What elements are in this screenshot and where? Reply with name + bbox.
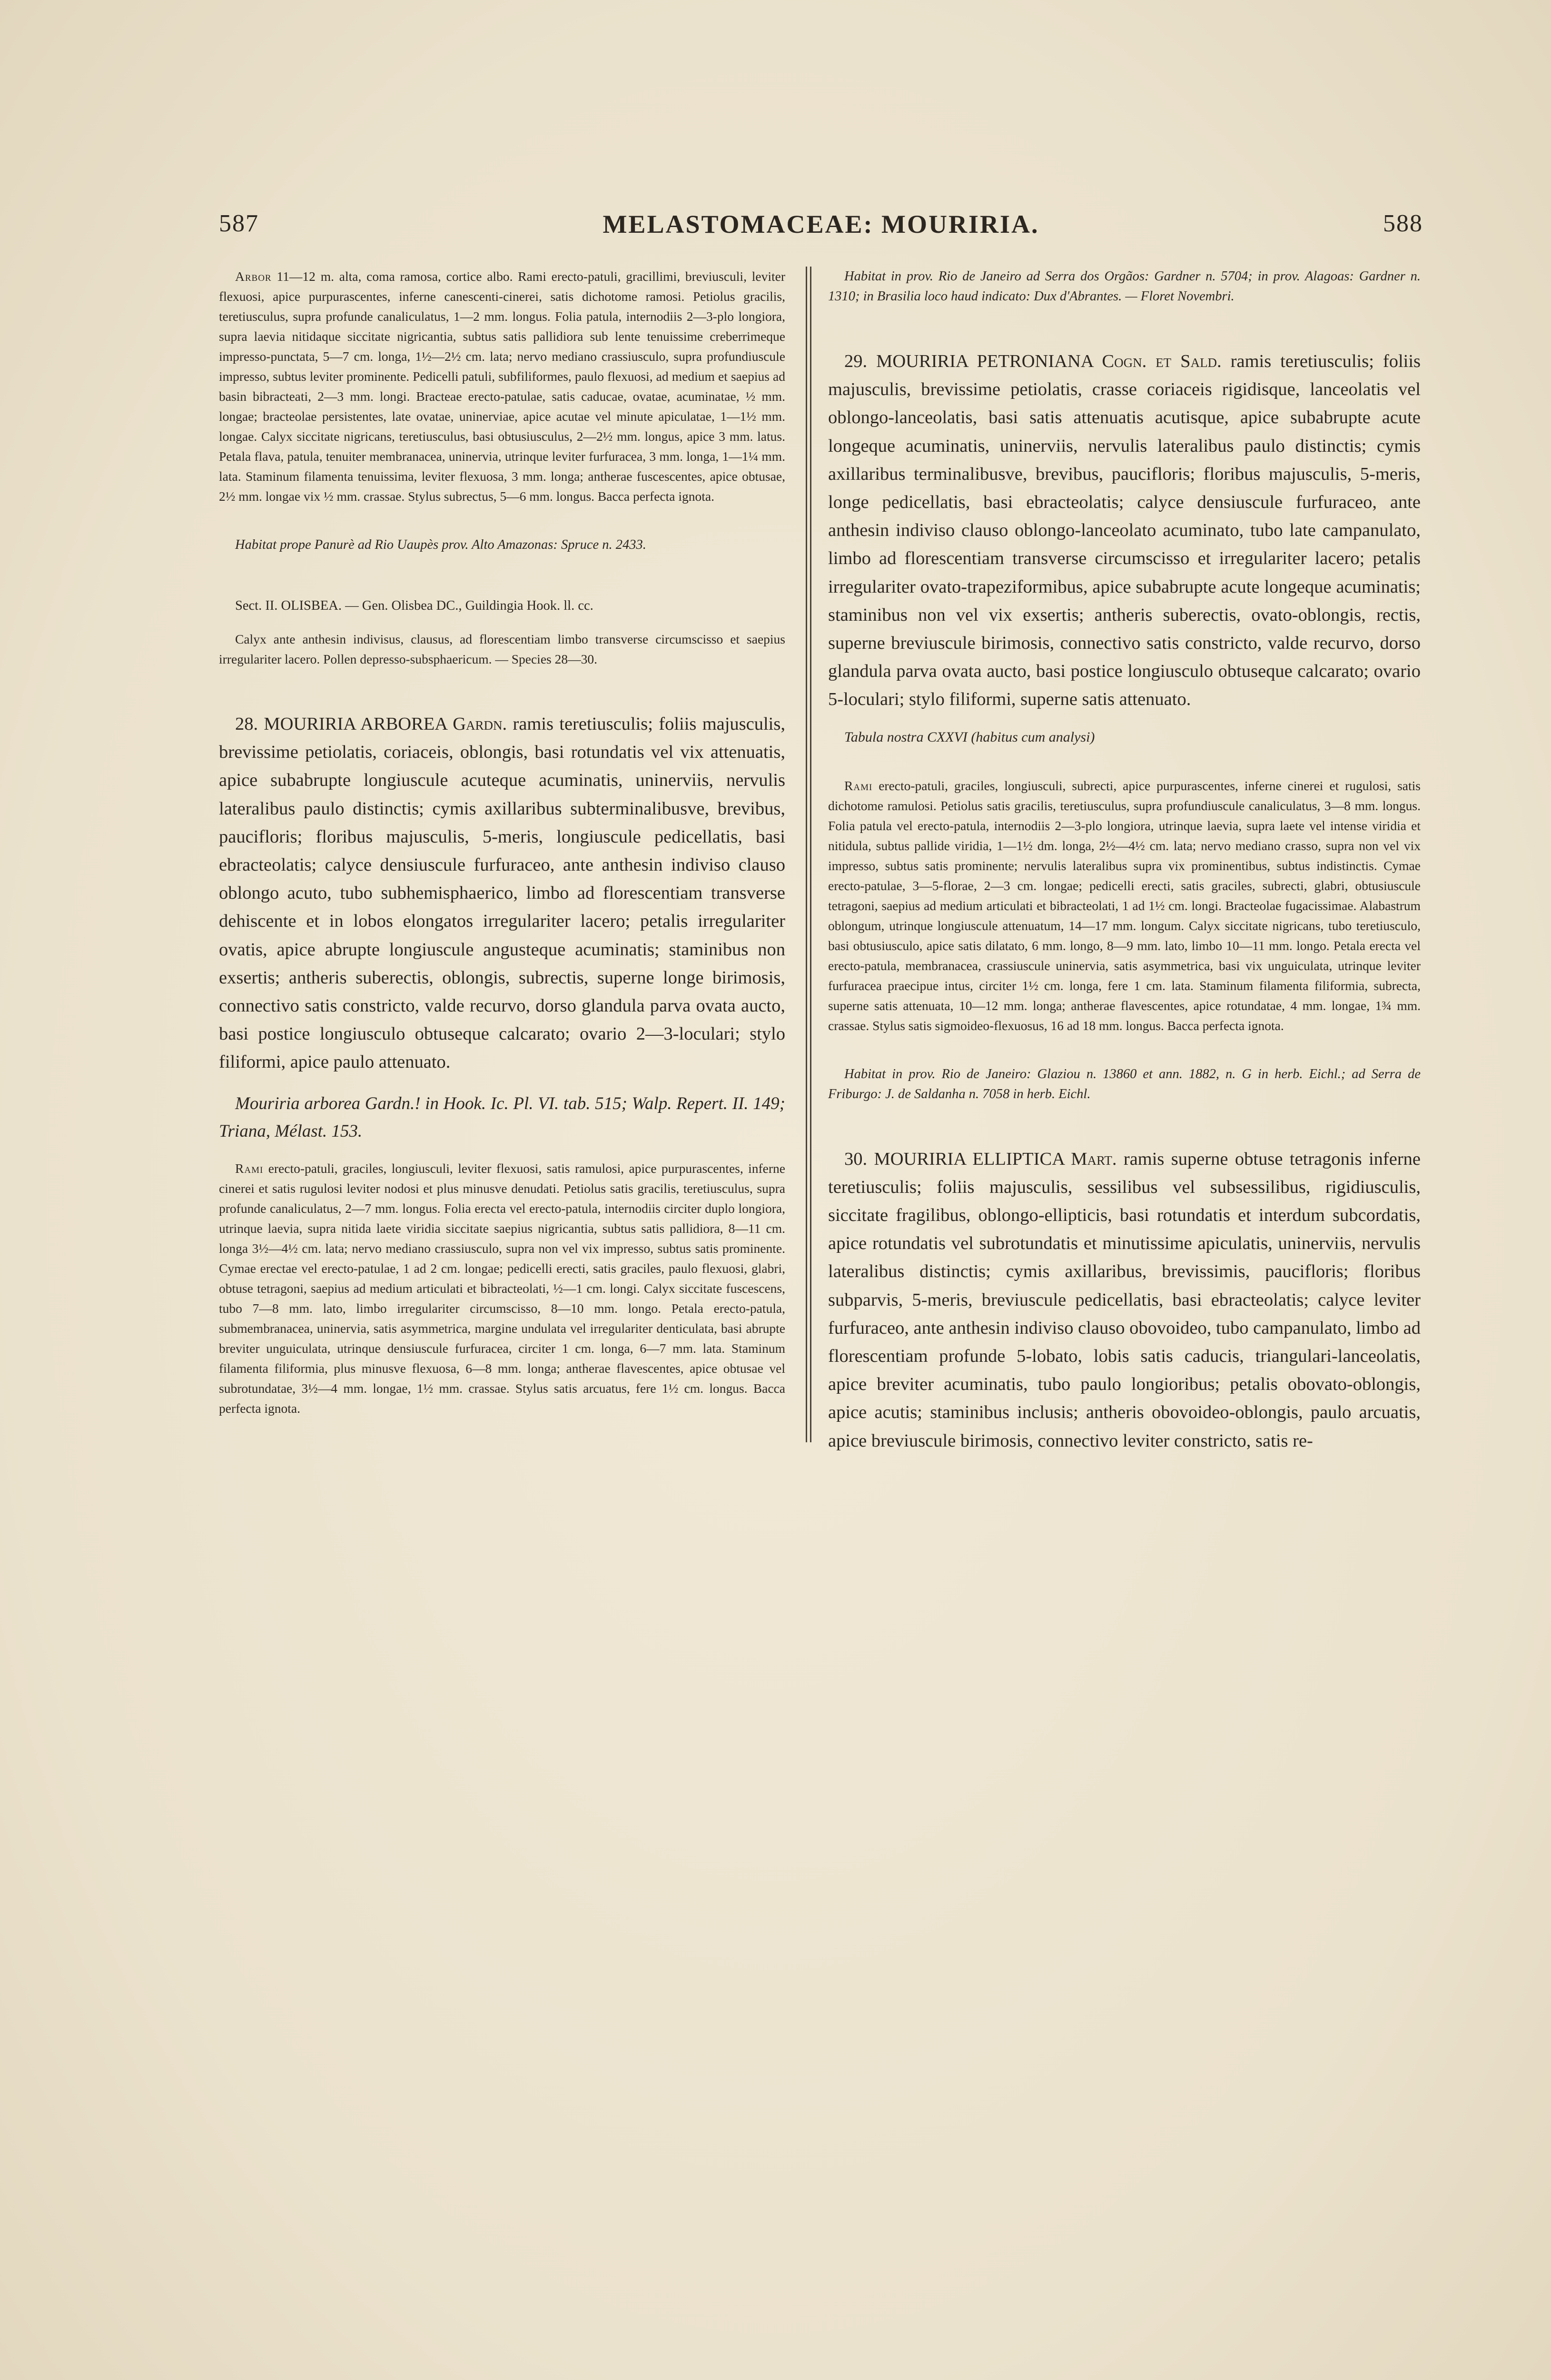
page-number-left: 587 — [219, 210, 259, 237]
species-29-name: 29. MOURIRIA PETRONIANA — [844, 351, 1093, 371]
habitat-27: Habitat prope Panurè ad Rio Uaupès prov. Alto Amazonas: Spruce n. 2433. — [235, 537, 646, 552]
species-29-author: Cogn. et Sald. — [1102, 351, 1222, 371]
species-30-diagnosis — [828, 1145, 1421, 1455]
section-description: Calyx ante anthesin indivisus, clausus, ad florescentiam limbo transverse circumscisso et saepius irregulariter lacero. Pollen depresso-subsphaericum. — Species 28—30. — [219, 632, 785, 666]
right-column — [828, 267, 1421, 1455]
section-title: Sect. II. OLISBEA. — Gen. Olisbea DC., Guildingia Hook. ll. cc. — [235, 598, 593, 613]
species-29-detail-lead: Rami — [844, 778, 873, 793]
page-number-right: 588 — [1383, 210, 1423, 237]
species-28-author: Gardn. — [453, 714, 507, 734]
species-29-text: ramis teretiusculis; foliis majusculis, brevissime petiolatis, crasse coriaceis rigidisque, lanceolatis vel oblongo-lanceolatis, basi satis attenuatis acutisque, apice subabrupte acute longeque acuminatis, uninerviis, nervulis lateralibus paulo distinctis; cymis axillaribus terminalibusve, brevibus, paucifloris; floribus majusculis, 5-meris, longe pedicellatis, basi ebracteolatis; calyce densiuscule furfuraceo, ante anthesin indiviso clauso oblongo-lanceolato acuminato, tubo late campanulato, limbo ad florescentiam transverse circumscisso et irregulariter lacero; petalis irregulariter ovato-trapeziformibus, apice subabrupte acute longeque acuminatis; staminibus non vel vix exsertis; antheris suberectis, ovato-oblongis, rectis, superne breviuscule birimosis, connectivo satis constricto, valde recurvo, dorso glandula parva ovata aucto, basi postice longiusculo obtuseque calcarato; ovario 5-loculari; stylo filiformi, superne satis attenuato. — [828, 351, 1421, 710]
species-30-author: Mart. — [1071, 1149, 1117, 1169]
column-divider-second — [810, 267, 811, 1442]
species-27-description — [219, 267, 785, 506]
species-30-name: 30. MOURIRIA ELLIPTICA — [844, 1149, 1064, 1169]
species-28-citation: Mouriria arborea Gardn.! in Hook. Ic. Pl. VI. tab. 515; Walp. Repert. II. 149; Triana, Mélast. 153. — [219, 1093, 785, 1141]
species-28-diagnosis — [219, 710, 785, 1077]
species-29-detail-text: erecto-patuli, graciles, longiusculi, subrecti, apice purpurascentes, inferne cinerei et rugulosi, satis dichotome ramulosi. Petiolus satis gracilis, teretiusculus, supra profundiuscule canaliculatus, 3—8 mm. longus. Folia patula vel erecto-patula, internodiis 2—3-plo longiora, utrinque laevia, supra laete vel intense viridia et nitidula, subtus pallide viridia, 1—1½ dm. longa, 2½—4½ cm. lata; nervo mediano crasso, supra non vel vix impresso, subtus satis prominente; nervulis lateralibus supra vix prominentibus, subtus indistinctis. Cymae erecto-patulae, 3—5-florae, 2—3 cm. longae; pedicelli erecti, satis graciles, subrecti, glabri, obtusiuscule tetragoni, saepius ad medium articulati et bibracteolati, 1 ad 1½ cm. longi. Bracteolae fugacissimae. Alabastrum oblongum, utrinque longiuscule attenuatum, 14—17 mm. longum. Calyx siccitate nigricans, tubo teretiusculo, basi obtusiusculo, apice satis dilatato, 6 mm. longo, 8—9 mm. lato, limbo 10—11 mm. longo. Petala erecta vel erecto-patula, membranacea, crassiuscule uninervia, satis asymmetrica, basi vix unguiculata, utrinque leviter furfuracea praecipue intus, circiter 1½ cm. longa, fere 1 cm. lata. Staminum filamenta filiformia, subrecta, superne satis attenuata, 10—12 mm. longa; antherae flavescentes, apice rotundatae, 4 mm. longae, 1¾ mm. crassae. Stylus satis sigmoideo-flexuosus, 16 ad 18 mm. longus. Bacca perfecta ignota. — [828, 778, 1421, 1033]
column-divider — [806, 267, 807, 1442]
page-header — [219, 209, 1423, 248]
habitat-29: Habitat in prov. Rio de Janeiro: Glaziou n. 13860 et ann. 1882, n. G in herb. Eichl.; ad Serra de Friburgo: J. de Saldanha n. 7058 in herb. Eichl. — [828, 1066, 1421, 1101]
species-28-name: 28. MOURIRIA ARBOREA — [235, 714, 447, 734]
species-29-diagnosis — [828, 347, 1421, 714]
left-column — [219, 267, 785, 1418]
species-30-text: ramis superne obtuse tetragonis inferne teretiusculis; foliis majusculis, sessilibus vel subsessilibus, rigidiusculis, siccitate fragilibus, oblongo-ellipticis, basi rotundatis et interdum subcordatis, apice rotundatis vel subrotundatis et minutissime apiculatis, uninerviis, nervulis lateralibus distinctis; cymis axillaribus, brevissimis, paucifloris; floribus subparvis, 5-meris, breviuscule pedicellatis, basi ebracteolatis; calyce leviter furfuraceo, ante anthesin indiviso clauso obovoideo, tubo campanulato, limbo ad florescentiam profunde 5-lobato, lobis satis caducis, triangulari-lanceolatis, apice breviter acuminatis, tubo paulo longioribus; petalis obovato-oblongis, apice acutis; staminibus inclusis; antheris obovoideo-oblongis, paulo arcuatis, apice breviuscule birimosis, connectivo leviter constricto, satis re- — [828, 1149, 1421, 1451]
arbor-lead: Arbor — [235, 269, 272, 284]
species-29-detail — [828, 776, 1421, 1036]
species-28-detail — [219, 1159, 785, 1418]
species-28-detail-lead: Rami — [235, 1160, 264, 1176]
habitat-28: Habitat in prov. Rio de Janeiro ad Serra dos Orgãos: Gardner n. 5704; in prov. Alagoas: Gardner n. 1310; in Brasilia loco haud indicato: Dux d'Abrantes. — Floret Novembri. — [828, 269, 1421, 304]
species-29-tabula: Tabula nostra CXXVI (habitus cum analysi) — [844, 729, 1095, 745]
species-28-detail-text: erecto-patuli, graciles, longiusculi, leviter flexuosi, satis ramulosi, apice purpurascentes, inferne cinerei et satis rugulosi leviter nodosi et plus minusve denudati. Petiolus satis gracilis, teretiusculus, supra profunde canaliculatus, 2—7 mm. longus. Folia erecta vel erecto-patula, internodiis circiter duplo longiora, utrinque laevia, supra nitida laete viridia siccitate saepius nigricantia, subtus satis pallidiora, 8—11 cm. longa 3½—4½ cm. lata; nervo mediano crassiusculo, supra non vel vix impresso, subtus satis prominente. Cymae erectae vel erecto-patulae, 1 ad 2 cm. longae; pedicelli erecti, satis graciles, paulo flexuosi, glabri, obtuse tetragoni, saepius ad medium articulati et bibracteolati, ½—1 cm. longi. Calyx siccitate fuscescens, tubo 7—8 mm. lato, limbo irregulariter circumscisso, 8—10 mm. longo. Petala erecto-patula, submembranacea, uninervia, satis asymmetrica, margine undulata vel irregulariter denticulata, basi abrupte breviter unguiculata, utrinque densiuscule furfuracea, circiter 1 cm. longa, 6—7 mm. lata. Staminum filamenta filiformia, plus minusve flexuosa, 6—8 mm. longa; antherae flavescentes, apice obtusae vel subrotundatae, 3½—4 mm. longae, 1½ mm. crassae. Stylus satis arcuatus, fere 1½ cm. longus. Bacca perfecta ignota. — [219, 1160, 785, 1416]
running-title: MELASTOMACEAE: MOURIRIA. — [603, 210, 1039, 238]
arbor-text: 11—12 m. alta, coma ramosa, cortice albo. Rami erecto-patuli, gracillimi, breviusculi, leviter flexuosi, apice purpurascentes, inferne canescenti-cinerei, satis dichotome ramosi. Petiolus gracilis, teretiusculus, supra profunde canaliculatus, 1—2 mm. longus. Folia patula, internodiis 2—3-plo longiora, supra laevia nitidaque siccitate nigricantia, subtus satis pallidiora sub lente tenuissime creberrimeque impresso-punctata, 5—7 cm. longa, 1½—2½ cm. lata; nervo mediano crassiusculo, supra profundiuscule impresso, subtus leviter prominente. Pedicelli patuli, subfiliformes, paulo flexuosi, ad medium et saepius ad basin bibracteati, 2—3 mm. longi. Bracteae erecto-patulae, satis caducae, ovatae, acuminatae, ½ mm. longae; bracteolae persistentes, late ovatae, uninerviae, apice acutae vel minute apiculatae, 1—1½ mm. longae. Calyx siccitate nigricans, teretiusculus, basi obtusiusculus, 2—2½ mm. longus, apice 3 mm. latus. Petala flava, patula, tenuiter membranacea, uninervia, utrinque leviter furfuracea, 3 mm. longa, 1—1¼ mm. lata. Staminum filamenta tenuissima, leviter flexuosa, 3 mm. longa; antherae fuscescentes, apice obtusae, 2½ mm. longae vix ½ mm. crassae. Stylus subrectus, 5—6 mm. longus. Bacca perfecta ignota. — [219, 269, 785, 504]
species-28-text: ramis teretiusculis; foliis majusculis, brevissime petiolatis, coriaceis, oblongis, basi rotundatis vel vix attenuatis, apice subabrupte longiuscule acuteque acuminatis, uninerviis, nervulis lateralibus paulo distinctis; cymis axillaribus subterminalibusve, brevibus, paucifloris; floribus majusculis, 5-meris, longiuscule pedicellatis, basi ebracteolatis; calyce densiuscule furfuraceo, ante anthesin indiviso clauso oblongo acuto, tubo subhemisphaerico, limbo ad florescentiam transverse dehiscente et in lobos elongatos irregulariter lacero; petalis irregulariter ovatis, apice abrupte longiuscule angusteque acuminatis; staminibus non exsertis; antheris suberectis, oblongis, subrectis, superne longe birimosis, connectivo satis constricto, valde recurvo, dorso glandula parva ovata aucto, basi postice longiusculo obtuseque calcarato; ovario 2—3-loculari; stylo filiformi, apice paulo attenuato. — [219, 714, 785, 1072]
